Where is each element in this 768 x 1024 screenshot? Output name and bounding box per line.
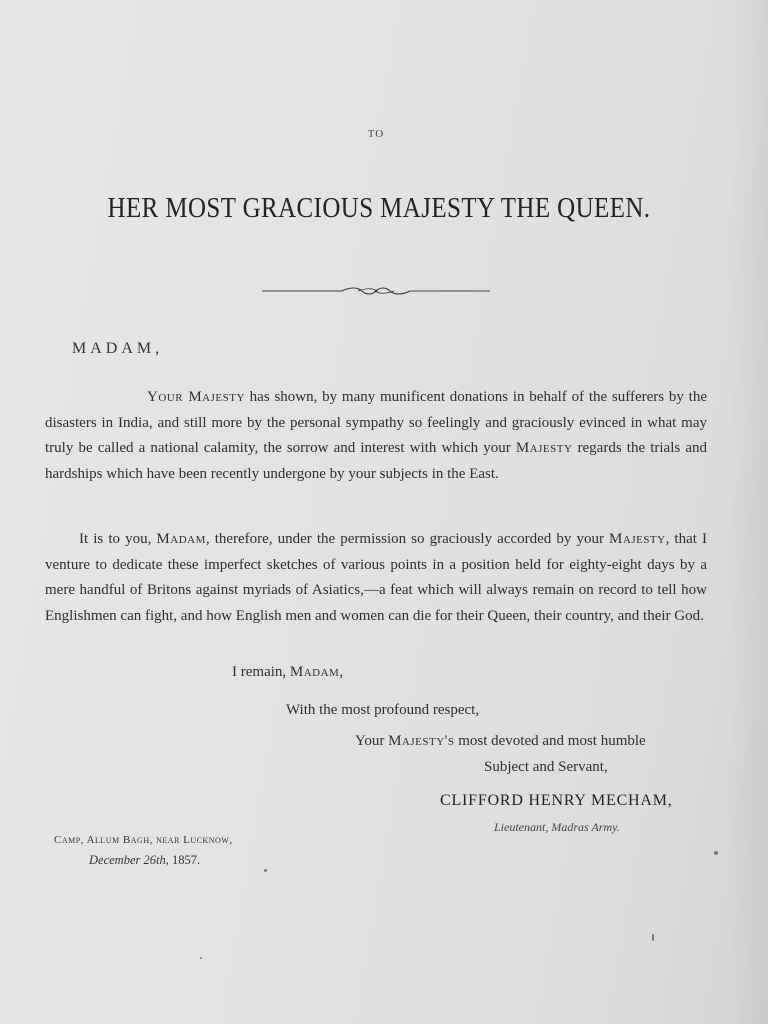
closing-line-3-b: most devoted and most humble	[454, 733, 646, 749]
madam-text: Madam	[156, 531, 206, 547]
majesty-text: Majesty	[515, 440, 573, 456]
dedication-title: HER MOST GRACIOUS MAJESTY THE QUEEN.	[107, 192, 651, 224]
paragraph-1-text-a: has shown, by many munificent donations in behalf of the sufferers by the disasters in India, and still more by the personal sympathy so feelingly and graciously evinced in what may truly be called a national calamity, the sorrow and interest with which your	[45, 389, 708, 456]
paper-speck	[652, 934, 654, 941]
signer-rank: Lieutenant, Madras Army.	[494, 820, 620, 834]
closing-line-3-a: Your	[355, 733, 389, 749]
dateline-date	[89, 853, 200, 868]
date-rest: , 1857.	[165, 853, 201, 867]
paper-speck	[200, 957, 202, 959]
dateline-place: Camp, Allum Bagh, near Lucknow,	[54, 834, 233, 846]
paragraph-1	[45, 385, 707, 487]
date-month: December 26th	[89, 853, 166, 867]
closing-line-4: Subject and Servant,	[484, 759, 608, 775]
paragraph-2-text-c: , that I venture to dedicate these imperfect sketches of various points in a position held for eighty-eight days by a mere handful of Britons against myriads of Asiatics,—a feat which will always remain on record to tell how Englishmen can fight, and how English men and women can die for their Queen, their country, and their God.	[45, 531, 707, 624]
signer-name: CLIFFORD HENRY MECHAM,	[440, 792, 673, 809]
closing-line-1-a: I remain,	[232, 664, 290, 680]
salutation: MADAM,	[72, 340, 164, 357]
paragraph-2	[45, 527, 707, 629]
your-majesty-text: Your Majesty	[147, 389, 245, 405]
paragraph-1-text-b: regards the trials and hardships which have been recently undergone by your subjects in the East.	[45, 440, 707, 482]
ornament-divider-icon	[262, 284, 490, 298]
closing-line-1-b: ,	[339, 664, 344, 680]
paper-speck	[264, 869, 267, 872]
paragraph-2-text-a: It is to you,	[79, 531, 157, 547]
paper-speck	[714, 851, 718, 855]
madam-text: Madam	[289, 664, 340, 680]
dedication-to: TO	[367, 128, 385, 140]
closing-line-1	[232, 664, 343, 681]
closing-line-2: With the most profound respect,	[286, 702, 480, 718]
majesty-text: Majesty's	[388, 733, 455, 749]
paragraph-2-text-b: , therefore, under the permission so graciously accorded by your	[205, 531, 610, 547]
majesty-text: Majesty	[609, 531, 666, 547]
closing-line-3	[355, 733, 646, 750]
